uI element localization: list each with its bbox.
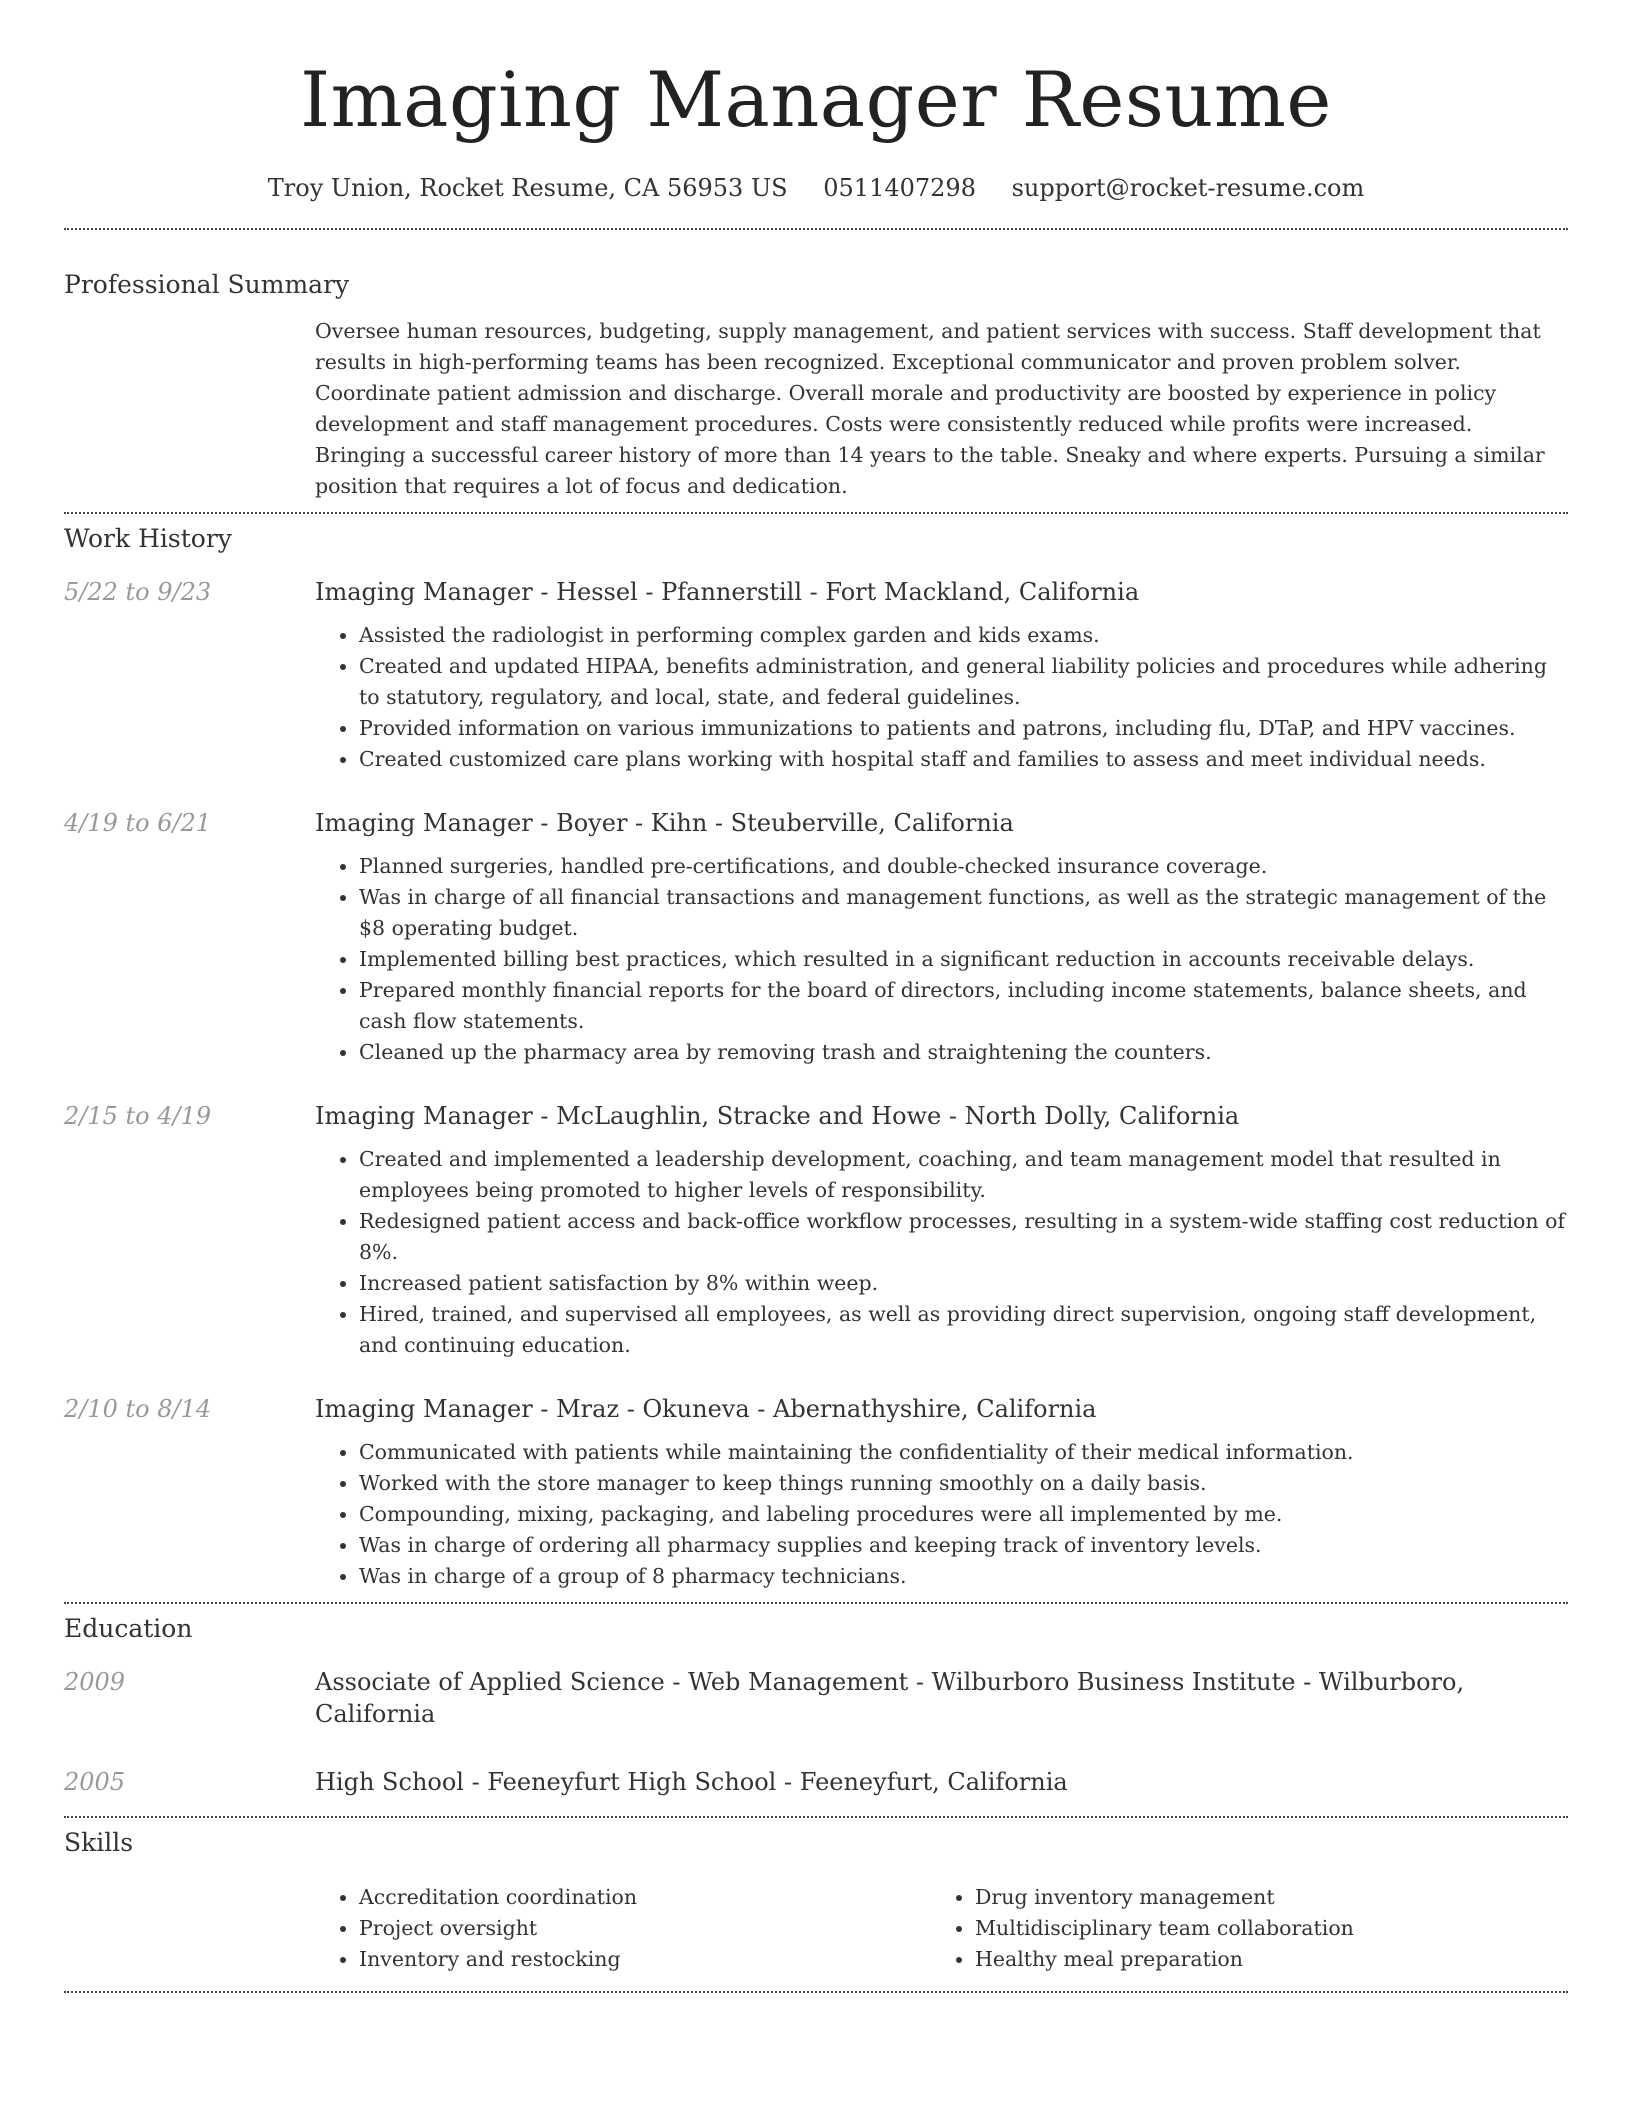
list-item: • Implemented billing best practices, which resulted in a significant reduction in accounts receivable delays. <box>359 944 1568 975</box>
job-dates: 4/19 to 6/21 <box>64 809 212 837</box>
list-item: • Created and implemented a leadership development, coaching, and team management model that resulted in employees being promoted to higher levels of responsibility. <box>359 1144 1568 1206</box>
contact-line <box>64 172 1568 204</box>
skills-spacer <box>64 1882 315 1975</box>
divider <box>64 512 1568 514</box>
list-item: • Compounding, mixing, packaging, and labeling procedures were all implemented by me. <box>359 1499 1568 1530</box>
list-item: • Created customized care plans working with hospital staff and families to assess and meet individual needs. <box>359 744 1568 775</box>
list-item: • Multidisciplinary team collaboration <box>975 1913 1354 1944</box>
list-item: • Cleaned up the pharmacy area by removing trash and straightening the counters. <box>359 1037 1568 1068</box>
list-item: • Hired, trained, and supervised all employees, as well as providing direct supervision, ongoing staff development, and continuing education. <box>359 1299 1568 1361</box>
list-item: • Was in charge of all financial transactions and management functions, as well as the strategic management of the $8 operating budget. <box>359 882 1568 944</box>
list-item: • Inventory and restocking <box>359 1944 931 1975</box>
divider <box>64 1991 1568 1993</box>
job-entry <box>64 807 1568 1068</box>
contact-address: Troy Union, Rocket Resume, CA 56953 US <box>267 174 788 202</box>
list-item: • Was in charge of ordering all pharmacy supplies and keeping track of inventory levels. <box>359 1530 1568 1561</box>
list-item: • Project oversight <box>359 1913 931 1944</box>
job-title: Imaging Manager - Boyer - Kihn - Steuberville, California <box>315 809 1014 837</box>
job-bullets <box>315 1144 1568 1361</box>
job-title: Imaging Manager - Hessel - Pfannerstill - Fort Mackland, California <box>315 578 1140 606</box>
list-item: • Assisted the radiologist in performing complex garden and kids exams. <box>359 620 1568 651</box>
education-text: Associate of Applied Science - Web Management - Wilburboro Business Institute - Wilburboro, California <box>315 1668 1465 1728</box>
education-entry <box>64 1766 1568 1798</box>
list-item: • Was in charge of a group of 8 pharmacy technicians. <box>359 1561 1568 1592</box>
section-heading-skills: Skills <box>64 1828 134 1857</box>
list-item: • Increased patient satisfaction by 8% within weep. <box>359 1268 1568 1299</box>
job-bullets <box>315 851 1568 1068</box>
job-entry <box>64 576 1568 775</box>
education-text: High School - Feeneyfurt High School - Feeneyfurt, California <box>315 1768 1068 1796</box>
job-dates: 5/22 to 9/23 <box>64 578 212 606</box>
job-title: Imaging Manager - McLaughlin, Stracke and Howe - North Dolly, California <box>315 1102 1240 1130</box>
list-item: • Worked with the store manager to keep things running smoothly on a daily basis. <box>359 1468 1568 1499</box>
list-item: • Healthy meal preparation <box>975 1944 1354 1975</box>
list-item: • Planned surgeries, handled pre-certifications, and double-checked insurance coverage. <box>359 851 1568 882</box>
resume-title: Imaging Manager Resume <box>300 55 1332 144</box>
section-heading-work-history: Work History <box>64 524 232 553</box>
list-item: • Provided information on various immunizations to patients and patrons, including flu, DTaP, and HPV vaccines. <box>359 713 1568 744</box>
skills-list-right <box>931 1882 1354 1975</box>
divider <box>64 1816 1568 1818</box>
skills-list-left <box>315 1882 931 1975</box>
section-heading-summary: Professional Summary <box>64 270 350 299</box>
work-history-section <box>64 522 1568 1592</box>
list-item: • Redesigned patient access and back-office workflow processes, resulting in a system-wide staffing cost reduction of 8%. <box>359 1206 1568 1268</box>
summary-section <box>64 268 1568 502</box>
list-item: • Communicated with patients while maintaining the confidentiality of their medical information. <box>359 1437 1568 1468</box>
education-year: 2005 <box>64 1768 126 1796</box>
divider <box>64 228 1568 230</box>
job-bullets <box>315 1437 1568 1592</box>
job-entry <box>64 1100 1568 1361</box>
skills-grid <box>315 1882 1568 1975</box>
job-bullets <box>315 620 1568 775</box>
summary-spacer <box>64 316 315 502</box>
list-item: • Accreditation coordination <box>359 1882 931 1913</box>
education-year: 2009 <box>64 1668 126 1696</box>
contact-email: support@rocket-resume.com <box>1011 174 1365 202</box>
list-item: • Created and updated HIPAA, benefits administration, and general liability policies and procedures while adhering to statutory, regulatory, and local, state, and federal guidelines. <box>359 651 1568 713</box>
list-item: • Prepared monthly financial reports for the board of directors, including income statements, balance sheets, and cash flow statements. <box>359 975 1568 1037</box>
resume-page <box>64 0 1568 1993</box>
job-entry <box>64 1393 1568 1592</box>
summary-text: Oversee human resources, budgeting, supply management, and patient services with success. Staff development that results in high-performing teams has been recognized. Exceptional communicator and proven problem solver. Coordinate patient admission and discharge. Overall morale and productivity are boosted by experience in policy development and staff management procedures. Costs were consistently reduced while profits were increased. Bringing a successful career history of more than 14 years to the table. Sneaky and where experts. Pursuing a similar position that requires a lot of focus and dedication. <box>315 319 1545 498</box>
skills-section <box>64 1826 1568 1975</box>
contact-phone: 0511407298 <box>823 174 976 202</box>
divider <box>64 1602 1568 1604</box>
list-item: • Drug inventory management <box>975 1882 1354 1913</box>
section-heading-education: Education <box>64 1614 193 1643</box>
job-title: Imaging Manager - Mraz - Okuneva - Abernathyshire, California <box>315 1395 1097 1423</box>
education-section <box>64 1612 1568 1798</box>
job-dates: 2/15 to 4/19 <box>64 1102 212 1130</box>
education-entry <box>64 1666 1568 1730</box>
job-dates: 2/10 to 8/14 <box>64 1395 212 1423</box>
